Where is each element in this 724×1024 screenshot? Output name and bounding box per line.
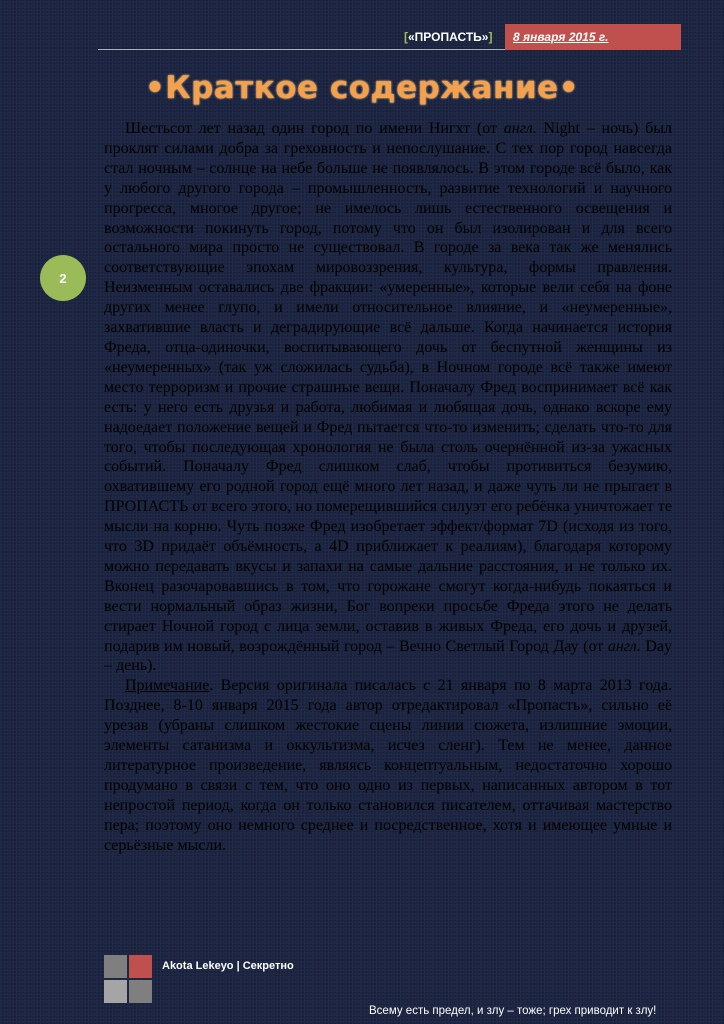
logo-square <box>129 955 152 978</box>
header-date: 8 января 2015 г. <box>513 30 609 44</box>
header-bracket-close: ] <box>488 30 493 44</box>
page-number-badge <box>40 255 86 301</box>
footer-author: Akota Lekeyo | Секретно <box>162 960 294 972</box>
footer-logo-squares <box>104 955 152 1003</box>
summary-text <box>104 119 672 856</box>
footer-motto: Всему есть предел, и злу – тоже; грех приводит к злу! <box>369 1005 657 1017</box>
header-bracket-open: [ <box>404 30 408 44</box>
header-date-box <box>505 24 681 50</box>
abbr-english: англ. <box>503 120 537 137</box>
note-label: Примечание <box>125 677 210 695</box>
logo-square <box>104 980 127 1003</box>
logo-square <box>104 955 127 978</box>
note-text: . Версия оригинала писалась с 21 января по 8 марта 2013 года. Позднее, 8-10 января 2015 года автор отредактировал «Пропасть», сильно её урезав (убраны слишком жестокие сцены линии сюжета, излишние эмоции, элементы сатанизма и оккультизма, исчез сленг). Тем не менее, данное литературное произведение, являясь концептуальным, недостаточно хорошо продумано в связи с тем, что оно одно из первых, написанных автором в тот непростой период, когда он только становился писателем, оттачивая мастерство пера; поэтому оно немного среднее и посредственное, хотя и имеющее умные и серьёзные мысли. <box>104 677 672 854</box>
abbr-english: англ. <box>607 637 641 655</box>
page-number: 2 <box>59 270 67 286</box>
summary-paragraph: Шестьсот лет назад один город по имени Нигхт (от англ. Night – ночь) был проклят силами добра за греховность и непослушание. С тех пор город навсегда стал ночным – солнце на небе больше не появлялось. В этом городе всё было, как у любого другого города – промышленность, развитие технологий и научного прогресса, многое другое; не имелось лишь естественного освещения и возможности покинуть город, потому что он был изолирован и для всего остального мира просто не существовал. В городе за века так же менялись соответствующие эпохам мировоззрения, культура, формы правления. Неизменным оставались две фракции: «умеренные», которые вели себя на фоне других менее глупо, и имели относительное влияние, и «неумеренные», захватившие власть и деградирующие всё дальше. Когда начинается история Фреда, отца-одиночки, воспитывающего дочь от беспутной женщины из «неумеренных» (так уж сложилась судьба), в Ночном городе всё также имеют место терроризм и прочие страшные вещи. Поначалу Фред воспринимает всё как есть: у него есть друзья и работа, любимая и любящая дочь, однако вскоре ему надоедает положение вещей и Фред пытается что-то изменить; сделать что-то для того, чтобы последующая хронология не была столь очернённой из-за ужасных событий. Поначалу Фред слишком слаб, чтобы противиться безумию, охватившему его родной город ещё много лет назад, и даже чуть ли не прыгает в ПРОПАСТЬ от всего этого, но померещившийся силуэт его ребёнка уничтожает те мысли на корню. Чуть позже Фред изобретает эффект/формат 7D (исходя из того, что 3D придаёт объёмность, а 4D приближает к реалиям), благодаря которому можно передавать вкусы и запахи на самые дальние расстояния, и не только их. Вконец разочаровавшись в том, что горожане смогут когда-нибудь покаяться и вести нормальный образ жизни, Бог вопреки просьбе Фреда этого не делать стирает Ночной город с лица земли, оставив в живых Фреда, его дочь и друзей, подарив им новый, возрождённый город – Вечно Светлый Город Дау (от англ. Day – день). <box>104 120 673 675</box>
header-title <box>404 30 492 44</box>
logo-square <box>129 980 152 1003</box>
page-title: •Краткое содержание• <box>144 70 580 106</box>
header-title-text: «ПРОПАСТЬ» <box>408 30 489 44</box>
note-paragraph <box>104 676 672 855</box>
